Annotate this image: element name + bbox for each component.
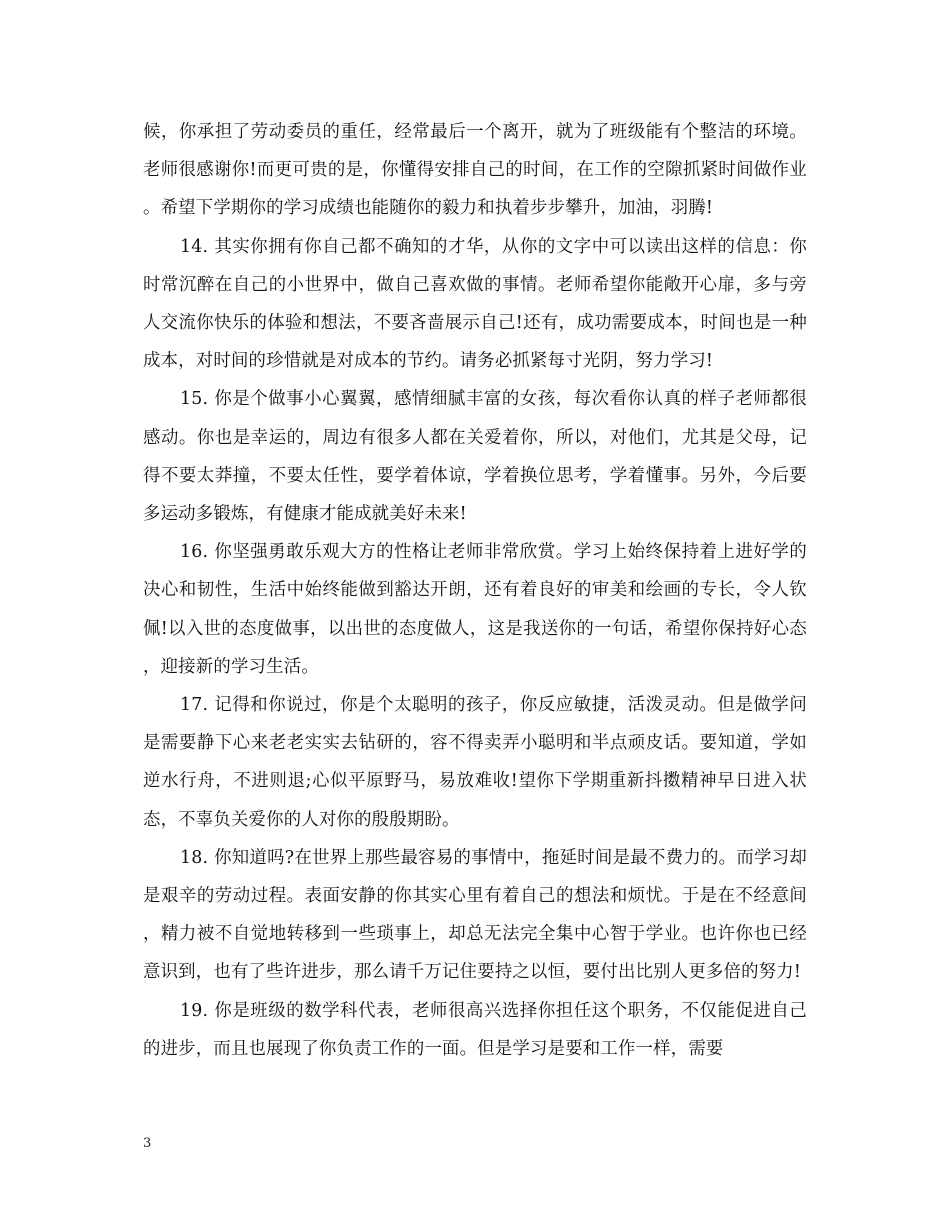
paragraph-17: 17. 记得和你说过，你是个太聪明的孩子，你反应敏捷，活泼灵动。但是做学问是需要静下心来老老实实去钻研的，容不得卖弄小聪明和半点顽皮话。要知道，学如逆水行舟，不进则退;心似平原野马，易放难收!望你下学期重新抖擞精神早日进入状态，不辜负关爱你的人对你的殷殷期盼。 <box>143 695 807 830</box>
page-number: 3 <box>143 1136 152 1151</box>
paragraph-18: 18. 你知道吗?在世界上那些最容易的事情中，拖延时间是最不费力的。而学习却是艰辛的劳动过程。表面安静的你其实心里有着自己的想法和烦忧。于是在不经意间，精力被不自觉地转移到一些琐事上，却总无法完全集中心智于学业。也许你也已经意识到，也有了些许进步，那么请千万记住要持之以恒，要付出比别人更多倍的努力! <box>143 847 807 983</box>
paragraph-15: 15. 你是个做事小心翼翼，感情细腻丰富的女孩，每次看你认真的样子老师都很感动。你也是幸运的，周边有很多人都在关爱着你，所以，对他们，尤其是父母，记得不要太莽撞，不要太任性，要学着体谅，学着换位思考，学着懂事。另外，今后要多运动多锻炼，有健康才能成就美好未来! <box>143 389 807 525</box>
paragraph-14: 14. 其实你拥有你自己都不确知的才华，从你的文字中可以读出这样的信息：你时常沉醉在自己的小世界中，做自己喜欢做的事情。老师希望你能敞开心扉，多与旁人交流你快乐的体验和想法，不要吝啬展示自己!还有，成功需要成本，时间也是一种成本，对时间的珍惜就是对成本的节约。请务必抓紧每寸光阴，努力学习! <box>143 236 807 372</box>
document-body <box>143 113 807 1068</box>
paragraph-continued: 候，你承担了劳动委员的重任，经常最后一个离开，就为了班级能有个整洁的环境。老师很感谢你!而更可贵的是，你懂得安排自己的时间，在工作的空隙抓紧时间做作业。希望下学期你的学习成绩也能随你的毅力和执着步步攀升，加油，羽腾! <box>143 122 807 219</box>
paragraph-19: 19. 你是班级的数学科代表，老师很高兴选择你担任这个职务，不仅能促进自己的进步，而且也展现了你负责工作的一面。但是学习是要和工作一样，需要 <box>143 1000 807 1059</box>
paragraph-16: 16. 你坚强勇敢乐观大方的性格让老师非常欣赏。学习上始终保持着上进好学的决心和韧性，生活中始终能做到豁达开朗，还有着良好的审美和绘画的专长，令人钦佩!以入世的态度做事，以出世的态度做人，这是我送你的一句话，希望你保持好心态，迎接新的学习生活。 <box>143 542 807 677</box>
